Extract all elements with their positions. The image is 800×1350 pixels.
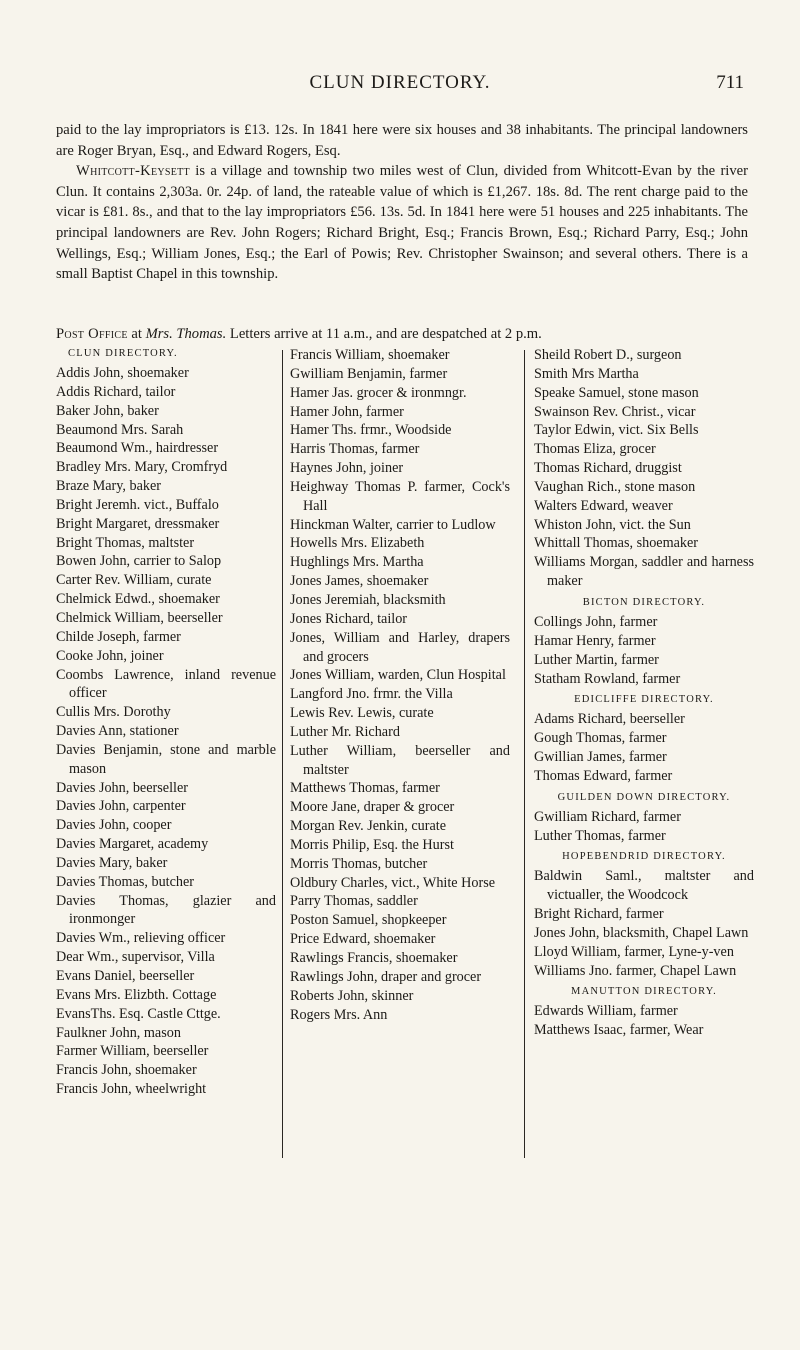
directory-entry: Carter Rev. William, curate bbox=[56, 572, 212, 589]
post-office-label: Post Office bbox=[56, 326, 128, 342]
directory-entry: Davies Thomas, butcher bbox=[56, 873, 195, 890]
directory-entry: Dear Wm., supervisor, Villa bbox=[56, 949, 215, 966]
directory-column-2 bbox=[290, 346, 510, 1024]
directory-entry: Hamer John, farmer bbox=[290, 403, 404, 420]
directory-column-1 bbox=[56, 346, 276, 1099]
directory-entry: Whiston John, vict. the Sun bbox=[534, 516, 691, 533]
post-office-keeper: Mrs. Thomas. bbox=[145, 326, 227, 342]
directory-entry: Hamar Henry, farmer bbox=[534, 632, 656, 649]
directory-entry: Jones Richard, tailor bbox=[290, 610, 408, 627]
directory-entry: Harris Thomas, farmer bbox=[290, 441, 420, 458]
township-description: is a village and township two miles west of Clun, divided from Whitcott-Evan by the river Clun. It contains 2,303a. 0r. 24p. of land, the rateable value of which is £1,267. 18s. 8d. The rent charge paid to the vicar is £81. 8s., and that to the lay impropriators £56. 13s. 5d. In 1841 here were 51 houses and 225 inhabitants. The principal landowners are Rev. John Rogers; Richard Bright, Esq.; Francis Brown, Esq.; Richard Parry, Esq.; John Wellings, Esq.; William Jones, Esq.; the Earl of Powis; Rev. Christopher Swainson; and several others. There is a small Baptist Chapel in this township. bbox=[56, 163, 748, 283]
directory-entry: Lewis Rev. Lewis, curate bbox=[290, 705, 434, 722]
directory-entry: Price Edward, shoemaker bbox=[290, 931, 436, 948]
directory-entry: Luther Thomas, farmer bbox=[534, 827, 666, 844]
page-header bbox=[56, 72, 744, 112]
directory-entry: Farmer William, beerseller bbox=[56, 1043, 209, 1060]
directory-entry: Chelmick Edwd., shoemaker bbox=[56, 591, 220, 608]
directory-entry: Whittall Thomas, shoemaker bbox=[534, 535, 699, 552]
directory-entry: Matthews Isaac, farmer, Wear bbox=[534, 1022, 704, 1039]
directory-entry: Davies Thomas, glazier and ironmonger bbox=[56, 892, 276, 928]
post-office-notice: Post Office at Mrs. Thomas. Letters arrive at 11 a.m., and are despatched at 2 p.m. bbox=[56, 326, 542, 342]
directory-entry: Davies John, beerseller bbox=[56, 779, 188, 796]
directory-entry: Haynes John, joiner bbox=[290, 460, 404, 477]
directory-entry: Cooke John, joiner bbox=[56, 647, 164, 664]
intro-text bbox=[56, 120, 748, 285]
section-heading-bicton: BICTON DIRECTORY. bbox=[582, 596, 706, 608]
directory-entry: Bright Thomas, maltster bbox=[56, 534, 195, 551]
directory-entry: Bright Richard, farmer bbox=[534, 906, 664, 923]
directory-entry: Francis John, shoemaker bbox=[56, 1062, 197, 1079]
entry-list bbox=[290, 346, 510, 1024]
directory-entry: Morris Thomas, butcher bbox=[290, 855, 428, 872]
entry-list bbox=[534, 867, 754, 980]
intro-paragraph-1: paid to the lay impropriators is £13. 12s. In 1841 here were six houses and 38 inhabitants. The principal landowners are Roger Bryan, Esq., and Edward Rogers, Esq. bbox=[56, 122, 748, 159]
directory-entry: Gwilliam Benjamin, farmer bbox=[290, 365, 448, 382]
directory-entry: Roberts John, skinner bbox=[290, 987, 414, 1004]
directory-entry: Lloyd William, farmer, Lyne-y-ven bbox=[534, 943, 734, 960]
directory-entry: Davies Ann, stationer bbox=[56, 723, 179, 740]
directory-entry: Francis John, wheelwright bbox=[56, 1081, 207, 1098]
entry-list bbox=[534, 346, 754, 591]
directory-entry: Davies John, cooper bbox=[56, 817, 172, 834]
directory-entry: Hamer Ths. frmr., Woodside bbox=[290, 422, 452, 439]
directory-entry: Francis William, shoemaker bbox=[290, 347, 450, 363]
directory-entry: Poston Samuel, shopkeeper bbox=[290, 912, 447, 929]
page-number: 711 bbox=[716, 72, 744, 93]
directory-entry: Luther Mr. Richard bbox=[290, 723, 400, 740]
entry-list bbox=[534, 613, 754, 688]
directory-entry: Cullis Mrs. Dorothy bbox=[56, 704, 171, 721]
column-divider bbox=[282, 350, 283, 1158]
directory-entry: Davies Margaret, academy bbox=[56, 836, 209, 853]
directory-entry: Jones, William and Harley, drapers and grocers bbox=[290, 629, 510, 665]
directory-entry: Jones William, warden, Clun Hospital bbox=[290, 667, 506, 684]
directory-column-3 bbox=[534, 346, 754, 1040]
directory-entry: Davies Benjamin, stone and marble mason bbox=[56, 741, 276, 777]
directory-entry: Evans Daniel, beerseller bbox=[56, 968, 195, 984]
directory-entry: Jones Jeremiah, blacksmith bbox=[290, 591, 446, 608]
directory-entry: Adams Richard, beerseller bbox=[534, 711, 685, 728]
directory-entry: Hinckman Walter, carrier to Ludlow bbox=[290, 516, 496, 533]
entry-list bbox=[534, 710, 754, 785]
directory-entry: Davies John, carpenter bbox=[56, 798, 186, 815]
directory-entry: Jones James, shoemaker bbox=[290, 573, 429, 590]
directory-entry: Hamer Jas. grocer & ironmngr. bbox=[290, 384, 467, 401]
directory-entry: EvansThs. Esq. Castle Cttge. bbox=[56, 1005, 221, 1022]
directory-entry: Braze Mary, baker bbox=[56, 478, 162, 495]
directory-entry: Thomas Richard, druggist bbox=[534, 460, 682, 477]
directory-entry: Swainson Rev. Christ., vicar bbox=[534, 403, 696, 420]
directory-entry: Addis John, shoemaker bbox=[56, 365, 189, 381]
directory-entry: Williams Morgan, saddler and harness maker bbox=[534, 554, 754, 590]
directory-entry: Luther William, beerseller and maltster bbox=[290, 742, 510, 778]
directory-entry: Morris Philip, Esq. the Hurst bbox=[290, 836, 454, 853]
directory-entry: Faulkner John, mason bbox=[56, 1024, 181, 1041]
directory-entry: Oldbury Charles, vict., White Horse bbox=[290, 874, 496, 891]
directory-entry: Gwillian James, farmer bbox=[534, 749, 667, 766]
section-heading-hopebendrid: HOPEBENDRID DIRECTORY. bbox=[562, 851, 726, 863]
directory-entry: Rogers Mrs. Ann bbox=[290, 1006, 388, 1023]
directory-entry: Gwilliam Richard, farmer bbox=[534, 808, 681, 825]
entry-list bbox=[56, 364, 276, 1099]
directory-entry: Edwards William, farmer bbox=[534, 1003, 678, 1020]
directory-entry: Luther Martin, farmer bbox=[534, 651, 659, 668]
directory-entry: Collings John, farmer bbox=[534, 613, 658, 630]
directory-entry: Bright Jeremh. vict., Buffalo bbox=[56, 496, 219, 513]
directory-entry: Beaumond Wm., hairdresser bbox=[56, 440, 219, 457]
directory-entry: Speake Samuel, stone mason bbox=[534, 384, 699, 401]
directory-entry: Hughlings Mrs. Martha bbox=[290, 554, 424, 571]
directory-entry: Thomas Edward, farmer bbox=[534, 767, 673, 784]
directory-entry: Davies Mary, baker bbox=[56, 854, 168, 871]
directory-entry: Thomas Eliza, grocer bbox=[534, 441, 656, 458]
directory-entry: Beaumond Mrs. Sarah bbox=[56, 421, 184, 438]
directory-entry: Bradley Mrs. Mary, Cromfryd bbox=[56, 459, 228, 476]
entry-list bbox=[534, 808, 754, 846]
directory-entry: Statham Rowland, farmer bbox=[534, 670, 681, 687]
directory-entry: Williams Jno. farmer, Chapel Lawn bbox=[534, 962, 737, 979]
directory-entry: Davies Wm., relieving officer bbox=[56, 930, 226, 947]
directory-entry: Bowen John, carrier to Salop bbox=[56, 553, 222, 570]
directory-entry: Walters Edward, weaver bbox=[534, 497, 673, 514]
directory-entry: Bright Margaret, dressmaker bbox=[56, 515, 220, 532]
directory-entry: Baker John, baker bbox=[56, 402, 159, 419]
directory-entry: Heighway Thomas P. farmer, Cock's Hall bbox=[290, 478, 510, 514]
directory-entry: Vaughan Rich., stone mason bbox=[534, 478, 696, 495]
directory-entry: Jones John, blacksmith, Chapel Lawn bbox=[534, 924, 749, 941]
directory-entry: Addis Richard, tailor bbox=[56, 383, 176, 400]
directory-entry: Baldwin Saml., maltster and victualler, the Woodcock bbox=[534, 868, 754, 904]
directory-entry: Taylor Edwin, vict. Six Bells bbox=[534, 422, 699, 439]
running-title: CLUN DIRECTORY. bbox=[309, 72, 491, 93]
directory-entry: Sheild Robert D., surgeon bbox=[534, 347, 682, 363]
post-office-times: Letters arrive at 11 a.m., and are despatched at 2 p.m. bbox=[226, 326, 542, 342]
directory-entry: Rawlings John, draper and grocer bbox=[290, 968, 482, 985]
entry-list bbox=[534, 1002, 754, 1040]
township-name: Whitcott-Keysett bbox=[76, 163, 190, 180]
section-heading-clun: CLUN DIRECTORY. bbox=[68, 348, 178, 359]
directory-columns bbox=[56, 346, 756, 1166]
directory-entry: Matthews Thomas, farmer bbox=[290, 780, 440, 797]
section-heading-edicliffe: EDICLIFFE DIRECTORY. bbox=[574, 694, 714, 706]
directory-entry: Chelmick William, beerseller bbox=[56, 609, 223, 626]
intro-paragraph-2 bbox=[56, 161, 748, 285]
directory-entry: Childe Joseph, farmer bbox=[56, 628, 181, 645]
directory-entry: Smith Mrs Martha bbox=[534, 365, 639, 382]
directory-entry: Coombs Lawrence, inland revenue officer bbox=[56, 666, 276, 702]
directory-entry: Howells Mrs. Elizabeth bbox=[290, 535, 425, 552]
directory-entry: Langford Jno. frmr. the Villa bbox=[290, 686, 453, 703]
directory-entry: Evans Mrs. Elizbth. Cottage bbox=[56, 986, 217, 1003]
directory-entry: Gough Thomas, farmer bbox=[534, 730, 667, 747]
directory-entry: Morgan Rev. Jenkin, curate bbox=[290, 818, 447, 835]
section-heading-guilden-down: GUILDEN DOWN DIRECTORY. bbox=[557, 791, 731, 803]
column-divider bbox=[524, 350, 525, 1158]
section-heading-manutton: MANUTTON DIRECTORY. bbox=[571, 986, 717, 998]
directory-entry: Rawlings Francis, shoemaker bbox=[290, 950, 458, 966]
directory-entry: Moore Jane, draper & grocer bbox=[290, 799, 455, 816]
directory-entry: Parry Thomas, saddler bbox=[290, 893, 418, 910]
